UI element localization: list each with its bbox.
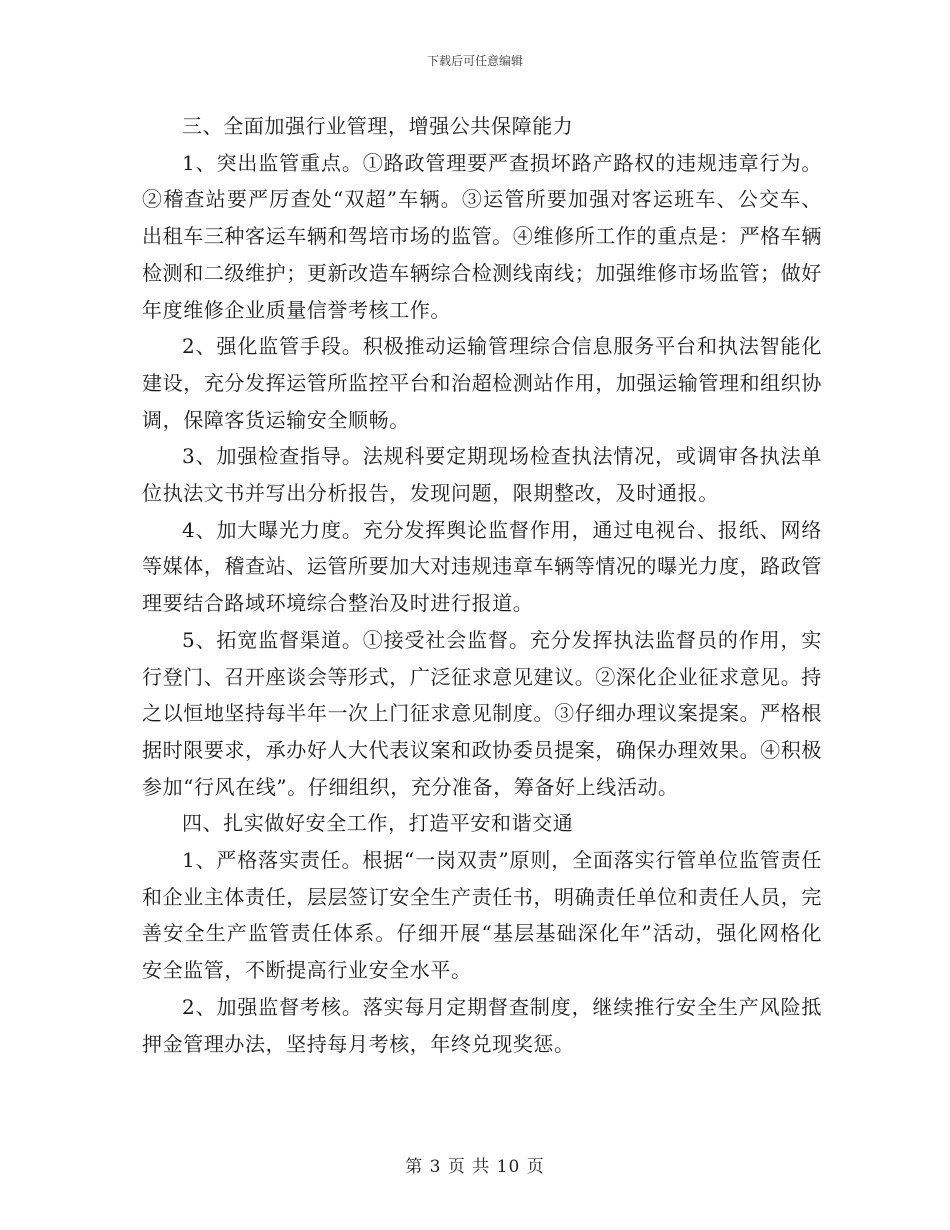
paragraph: 3、加强检查指导。法规科要定期现场检查执法情况，或调审各执法单位执法文书并写出分析报告，发现问题，限期整改，及时通报。 bbox=[142, 444, 822, 506]
page-header bbox=[0, 52, 950, 69]
paragraph: 1、严格落实责任。根据“一岗双责”原则，全面落实行管单位监管责任和企业主体责任，层层签订安全生产责任书，明确责任单位和责任人员，完善安全生产监管责任体系。仔细开展“基层基础深化年”活动，强化网格化安全监管，不断提高行业安全水平。 bbox=[142, 848, 822, 983]
paragraph: 4、加大曝光力度。充分发挥舆论监督作用，通过电视台、报纸、网络等媒体，稽查站、运管所要加大对违规违章车辆等情况的曝光力度，路政管理要结合路域环境综合整治及时进行报道。 bbox=[142, 517, 822, 616]
page-number: 第 3 页 共 10 页 bbox=[405, 1157, 545, 1177]
header-note: 下载后可任意编辑 bbox=[426, 54, 523, 68]
paragraph: 5、拓宽监督渠道。①接受社会监督。充分发挥执法监督员的作用，实行登门、召开座谈会等形式，广泛征求意见建议。②深化企业征求意见。持之以恒地坚持每半年一次上门征求意见制度。③仔细办理议案提案。严格根据时限要求，承办好人大代表议案和政协委员提案，确保办理效果。④积极参加“行风在线”。仔细组织，充分准备，筹备好上线活动。 bbox=[142, 627, 822, 799]
section-heading: 四、扎实做好安全工作，打造平安和谐交通 bbox=[182, 811, 574, 836]
paragraph: 1、突出监管重点。①路政管理要严查损坏路产路权的违规违章行为。②稽查站要严厉查处“双超”车辆。③运管所要加强对客运班车、公交车、出租车三种客运车辆和驾培市场的监管。④维修所工作的重点是：严格车辆检测和二级维护；更新改造车辆综合检测线南线；加强维修市场监管；做好年度维修企业质量信誉考核工作。 bbox=[142, 150, 822, 322]
document-body bbox=[142, 108, 822, 1062]
page-footer bbox=[0, 1152, 950, 1177]
paragraph: 2、强化监管手段。积极推动运输管理综合信息服务平台和执法智能化建设，充分发挥运管所监控平台和治超检测站作用，加强运输管理和组织协调，保障客货运输安全顺畅。 bbox=[142, 334, 822, 432]
paragraph: 2、加强监督考核。落实每月定期督查制度，继续推行安全生产风险抵押金管理办法，坚持每月考核，年终兑现奖惩。 bbox=[142, 994, 822, 1056]
section-heading: 三、全面加强行业管理，增强公共保障能力 bbox=[182, 114, 574, 138]
